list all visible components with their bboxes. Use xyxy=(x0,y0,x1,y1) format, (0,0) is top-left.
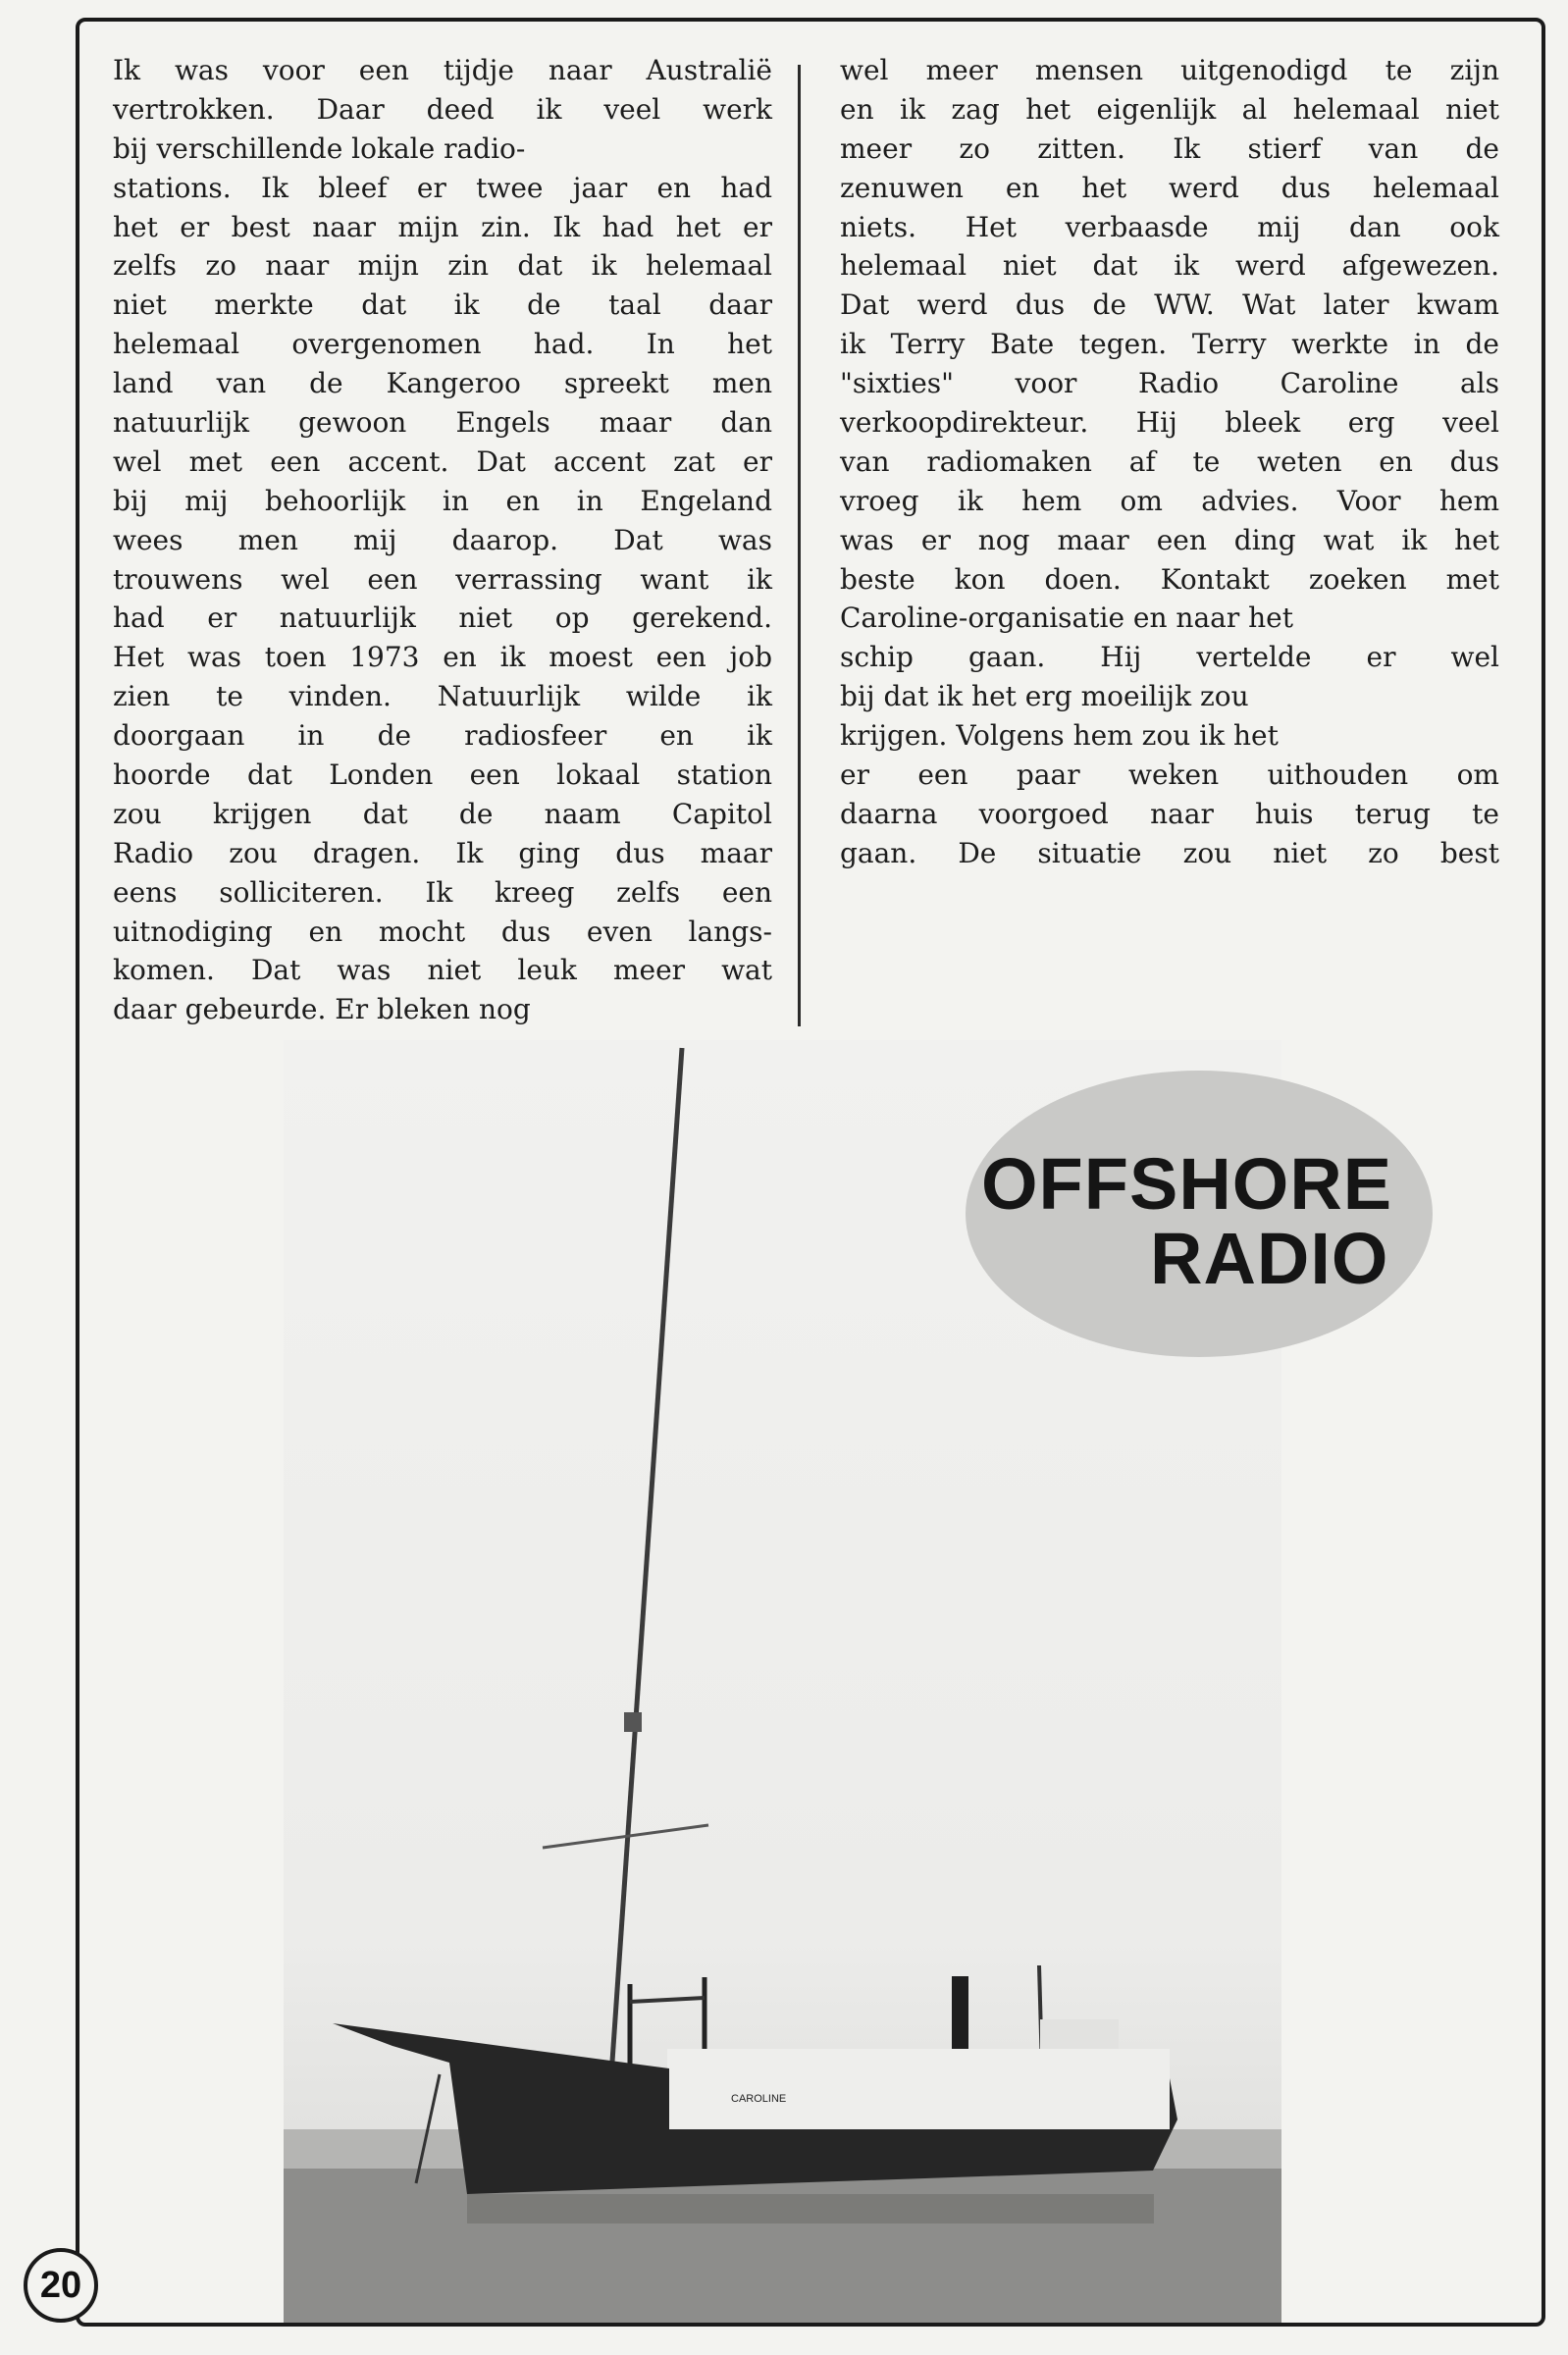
text-line: ik Terry Bate tegen. Terry werkte in de xyxy=(840,328,1499,361)
text-line: van radiomaken af te weten en dus xyxy=(840,445,1499,478)
page-number xyxy=(24,2248,98,2323)
right-text-column xyxy=(840,51,1499,873)
text-line: Radio zou dragen. Ik ging dus maar xyxy=(113,836,772,869)
text-line: en ik zag het eigenlijk al helemaal niet xyxy=(840,92,1499,126)
text-line: trouwens wel een verrassing want ik xyxy=(113,562,772,596)
text-line: verkoopdirekteur. Hij bleek erg veel xyxy=(840,406,1499,440)
text-line: land van de Kangeroo spreekt men xyxy=(113,367,772,400)
text-line: krijgen. Volgens hem zou ik het xyxy=(840,719,1279,753)
text-line: bij verschillende lokale radio- xyxy=(113,131,526,165)
text-line: doorgaan in de radiosfeer en ik xyxy=(113,719,772,753)
column-divider xyxy=(798,65,801,1026)
page-number-text: 20 xyxy=(39,2264,82,2306)
text-line: helemaal niet dat ik werd afgewezen. xyxy=(840,249,1499,283)
text-line: gaan. De situatie zou niet zo best xyxy=(840,836,1499,869)
text-line: daar gebeurde. Er bleken nog xyxy=(113,993,531,1026)
text-line: helemaal overgenomen had. In het xyxy=(113,328,772,361)
text-line: bij mij behoorlijk in en in Engeland xyxy=(113,484,772,517)
text-line: niets. Het verbaasde mij dan ook xyxy=(840,210,1499,243)
text-line: zenuwen en het werd dus helemaal xyxy=(840,171,1499,204)
text-line: wel met een accent. Dat accent zat er xyxy=(113,445,772,478)
bridge xyxy=(1040,2019,1119,2049)
derrick-beam xyxy=(630,1998,705,2002)
text-line: had er natuurlijk niet op gerekend. xyxy=(113,602,772,635)
text-line: daarna voorgoed naar huis terug te xyxy=(840,797,1499,830)
left-text-column xyxy=(113,51,772,1029)
text-line: was er nog maar een ding wat ik het xyxy=(840,523,1499,556)
ship-name-label: CAROLINE xyxy=(731,2093,787,2105)
text-line: meer zo zitten. Ik stierf van de xyxy=(840,131,1499,165)
text-line: stations. Ik bleef er twee jaar en had xyxy=(113,171,772,204)
text-line: wees men mij daarop. Dat was xyxy=(113,523,772,556)
text-line: "sixties" voor Radio Caroline als xyxy=(840,367,1499,400)
superstructure xyxy=(667,2049,1170,2129)
text-line: bij dat ik het erg moeilijk zou xyxy=(840,680,1249,713)
main-mast xyxy=(610,1048,682,2090)
text-line: zou krijgen dat de naam Capitol xyxy=(113,797,772,830)
text-line: niet merkte dat ik de taal daar xyxy=(113,288,772,322)
text-line: eens solliciteren. Ik kreeg zelfs een xyxy=(113,875,772,909)
text-line: zelfs zo naar mijn zin dat ik helemaal xyxy=(113,249,772,283)
text-line: Het was toen 1973 en ik moest een job xyxy=(113,641,772,674)
text-line: beste kon doen. Kontakt zoeken met xyxy=(840,562,1499,596)
text-line: Ik was voor een tijdje naar Australië xyxy=(113,54,772,86)
logo-line-1: OFFSHORE xyxy=(981,1143,1393,1225)
text-line: hoorde dat Londen een lokaal station xyxy=(113,759,772,792)
logo-line-2: RADIO xyxy=(1150,1218,1389,1299)
text-line: vroeg ik hem om advies. Voor hem xyxy=(840,484,1499,517)
reflection xyxy=(467,2194,1154,2224)
text-line: Dat werd dus de WW. Wat later kwam xyxy=(840,288,1499,322)
text-line: vertrokken. Daar deed ik veel werk xyxy=(113,92,772,126)
funnel xyxy=(952,1976,968,2060)
text-line: uitnodiging en mocht dus even langs- xyxy=(113,915,772,948)
text-line: zien te vinden. Natuurlijk wilde ik xyxy=(113,680,772,713)
text-line: het er best naar mijn zin. Ik had het er xyxy=(113,210,772,243)
crows-nest xyxy=(624,1712,642,1732)
text-line: komen. Dat was niet leuk meer wat xyxy=(113,954,772,987)
text-line: natuurlijk gewoon Engels maar dan xyxy=(113,406,772,440)
text-line: wel meer mensen uitgenodigd te zijn xyxy=(840,54,1499,86)
text-line: schip gaan. Hij vertelde er wel xyxy=(840,641,1499,674)
text-line: er een paar weken uithouden om xyxy=(840,759,1499,792)
text-line: Caroline-organisatie en naar het xyxy=(840,602,1293,635)
